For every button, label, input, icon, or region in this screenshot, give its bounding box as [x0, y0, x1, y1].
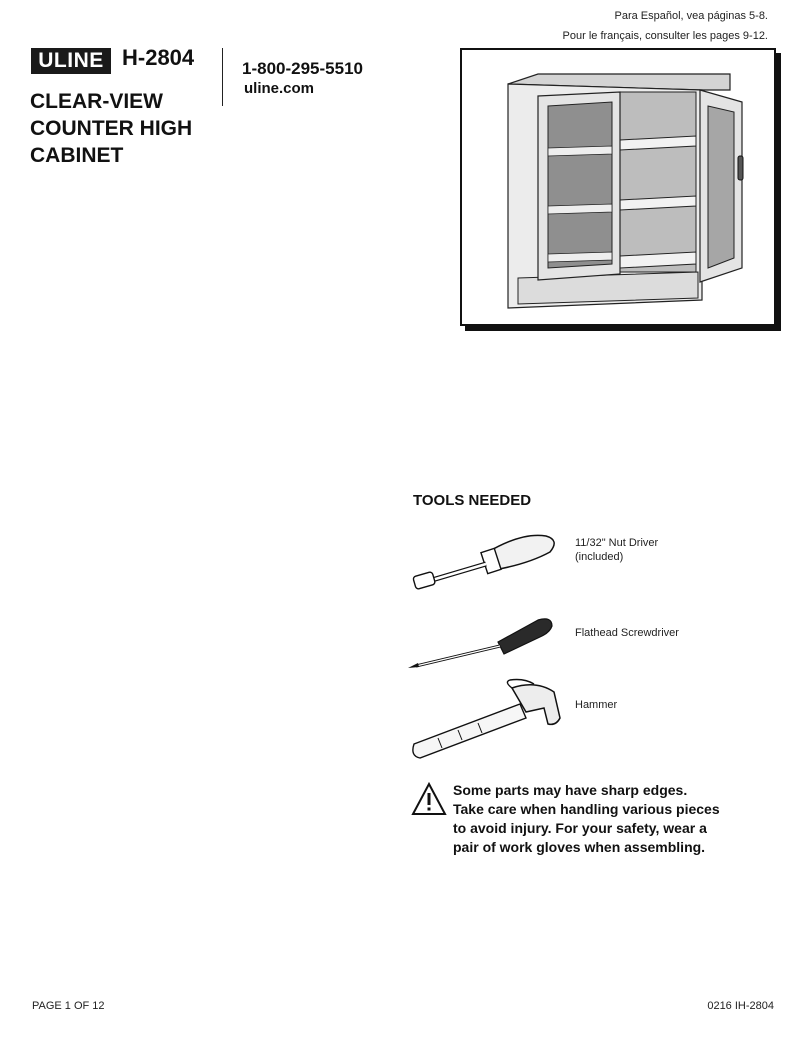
cabinet-illustration-frame	[460, 48, 776, 326]
warning-line: to avoid injury. For your safety, wear a	[453, 820, 707, 836]
tool-label-line: (included)	[575, 551, 624, 563]
hammer-label	[575, 698, 617, 712]
tool-label-line: Flathead Screwdriver	[575, 627, 679, 639]
tool-label-line: Hammer	[575, 699, 618, 711]
warning-line: Some parts may have sharp edges.	[453, 782, 688, 798]
cabinet-illustration	[462, 50, 774, 324]
safety-warning	[453, 781, 773, 857]
website: uline.com	[244, 80, 315, 97]
hammer-icon	[408, 678, 568, 762]
product-title	[30, 88, 230, 169]
flathead-screwdriver-icon	[406, 612, 556, 672]
french-pages-note: Pour le français, consulter les pages 9-12.	[562, 30, 768, 42]
title-line: COUNTER HIGH	[30, 117, 193, 140]
title-line: CLEAR-VIEW	[30, 90, 163, 113]
title-line: CABINET	[30, 144, 124, 167]
page-number: PAGE 1 OF 12	[32, 1000, 105, 1012]
spanish-pages-note: Para Español, vea páginas 5-8.	[614, 10, 768, 22]
warning-triangle-icon	[411, 782, 447, 816]
tools-needed-heading: TOOLS NEEDED	[413, 492, 532, 509]
flathead-screwdriver-label	[575, 626, 679, 640]
document-code: 0216 IH-2804	[707, 1000, 774, 1012]
uline-logo: ULINE	[31, 48, 111, 74]
model-number: H-2804	[122, 45, 195, 70]
warning-line: Take care when handling various pieces	[453, 801, 720, 817]
nut-driver-icon	[410, 530, 560, 594]
warning-line: pair of work gloves when assembling.	[453, 839, 706, 855]
tool-label-line: 11/32" Nut Driver	[575, 537, 659, 549]
nut-driver-label	[575, 536, 658, 564]
phone-number: 1-800-295-5510	[242, 59, 363, 78]
